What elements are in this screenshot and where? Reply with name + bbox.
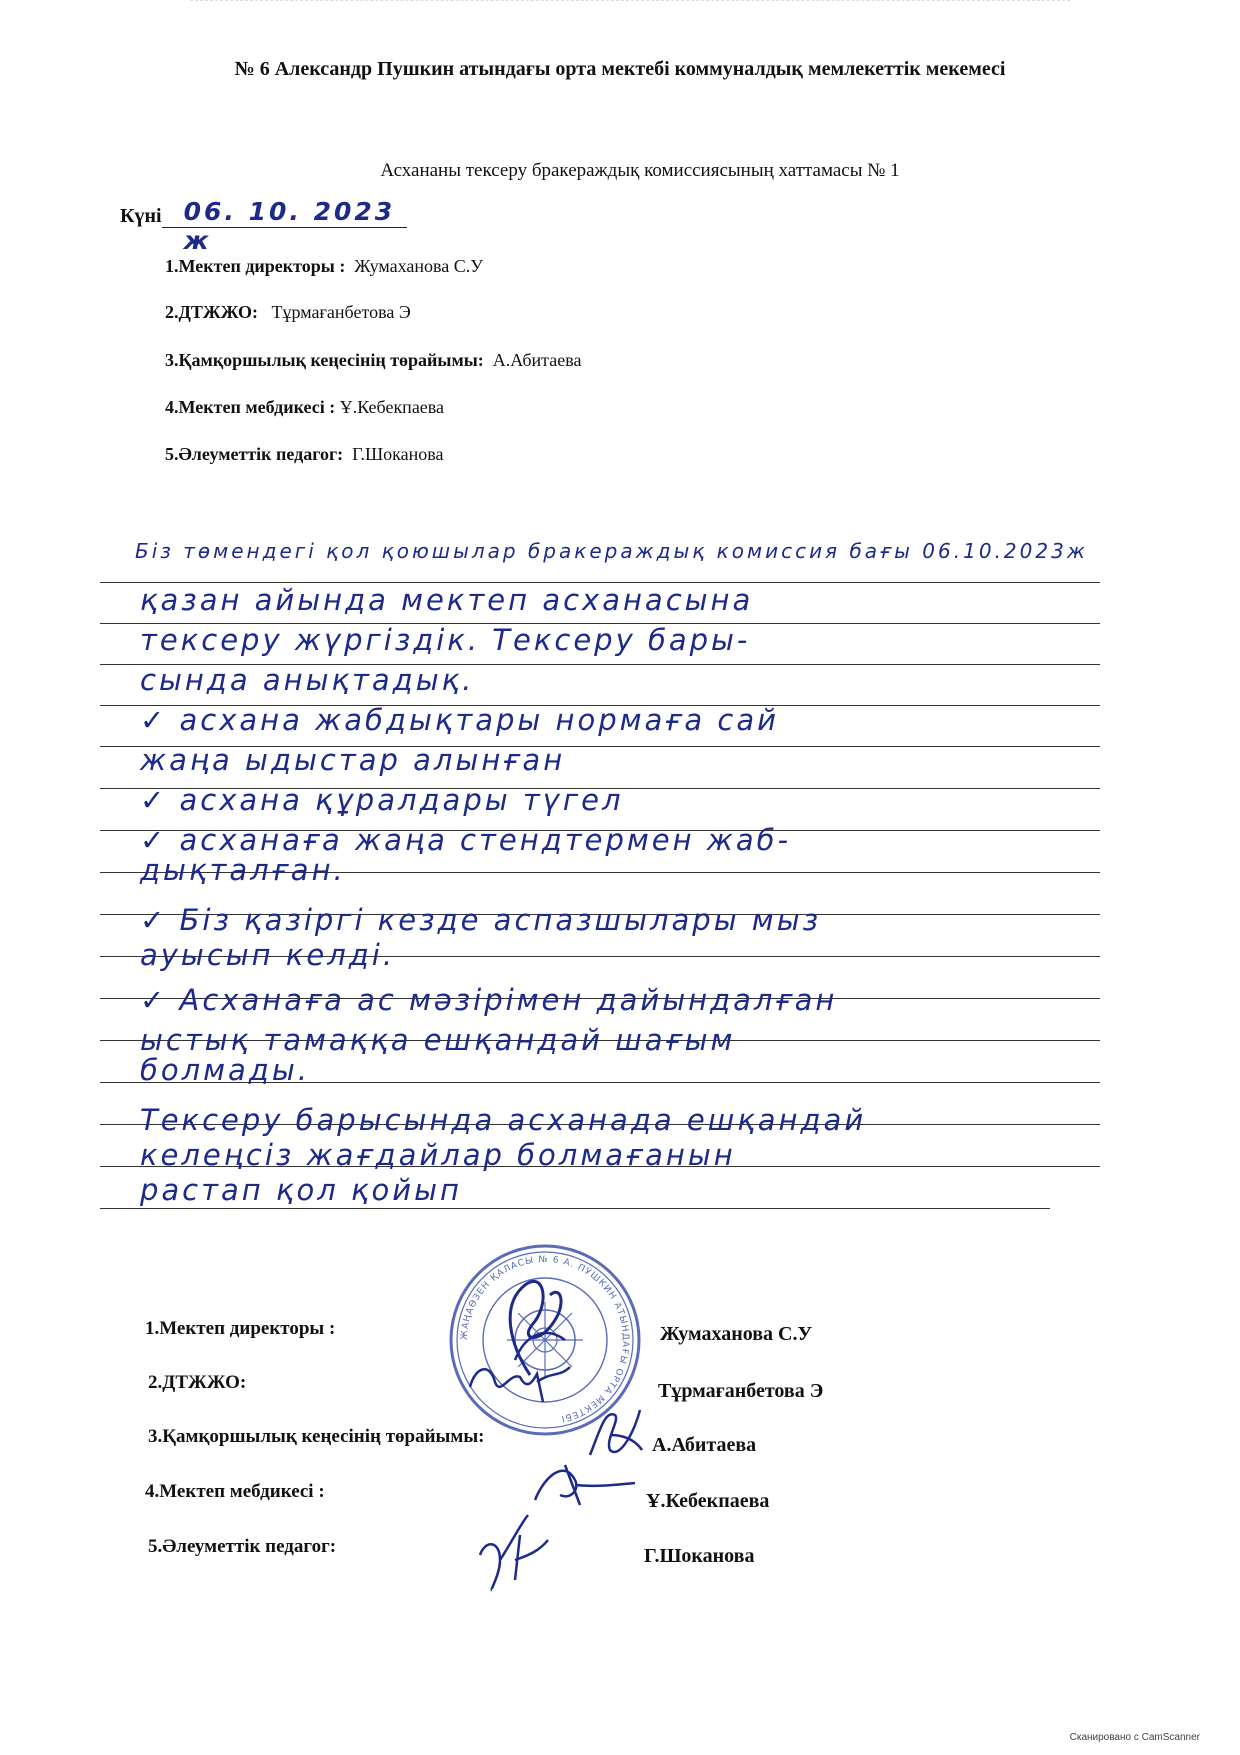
sig-role-2: 2.ДТЖЖО: <box>148 1372 247 1393</box>
handwritten-line: ✓ Біз қазіргі кезде аспазшылары мыз <box>140 903 822 937</box>
sig-name-3: А.Абитаева <box>652 1434 757 1456</box>
document-subtitle: Асхананы тексеру бракераждық комиссиясының хаттамасы № 1 <box>380 160 900 181</box>
member-role: 4.Мектеп мебдикесі : <box>165 397 336 417</box>
sig-role-3: 3.Қамқоршылық кеңесінің төрайымы: <box>148 1426 485 1447</box>
member-name: Жумаханова С.У <box>354 256 483 276</box>
date-label: Күні <box>120 205 162 227</box>
signature-deputy <box>465 1352 575 1412</box>
member-role: 3.Қамқоршылық кеңесінің төрайымы: <box>165 350 484 370</box>
handwritten-line: ыстық тамаққа ешқандай шағым <box>140 1023 736 1057</box>
signature-social-pedagogue <box>470 1505 560 1595</box>
member-name: Ұ.Кебекпаева <box>339 397 445 417</box>
member-name: Г.Шоканова <box>352 444 444 464</box>
handwritten-line: ауысып келді. <box>140 938 396 972</box>
handwritten-line: ✓ асханаға жаңа стендтермен жаб- <box>140 823 792 857</box>
sig-name-1: Жумаханова С.У <box>660 1323 813 1345</box>
document-title: № 6 Александр Пушкин атындағы орта мектебі коммуналдық мемлекеттік мекемесі <box>234 58 1006 80</box>
handwritten-line: Біз төмендегі қол қоюшылар бракераждық комиссия бағы 06.10.2023ж <box>135 539 1088 563</box>
handwritten-line: болмады. <box>140 1053 310 1087</box>
handwritten-line: сында анықтадық. <box>140 663 475 697</box>
member-4 <box>165 397 444 418</box>
sig-role-5: 5.Әлеуметтік педагог: <box>148 1536 337 1557</box>
member-role: 5.Әлеуметтік педагог: <box>165 444 344 464</box>
date-handwritten: 06. 10. 2023 ж <box>183 197 396 255</box>
sig-name-4: Ұ.Кебекпаева <box>646 1490 770 1512</box>
member-1 <box>165 256 483 277</box>
member-role: 2.ДТЖЖО: <box>165 302 259 322</box>
handwritten-line: ✓ Асханаға ас мәзірімен дайындалған <box>140 983 838 1017</box>
handwritten-line: жаңа ыдыстар алынған <box>140 743 566 777</box>
handwritten-line: қазан айында мектеп асханасына <box>140 583 754 617</box>
stamp-ring-text: ЖАҢАӨЗЕН ҚАЛАСЫ № 6 А. ПУШКИН АТЫНДАҒЫ ОРТА МЕКТЕБІ <box>459 1254 631 1424</box>
member-role: 1.Мектеп директоры : <box>165 256 346 276</box>
sig-name-5: Г.Шоканова <box>644 1545 755 1567</box>
sig-role-1: 1.Мектеп директоры : <box>145 1318 336 1339</box>
handwritten-line: растап қол қойып <box>140 1173 462 1207</box>
date-row <box>120 197 407 255</box>
handwritten-line: Тексеру барысында асханада ешқандай <box>140 1103 867 1137</box>
member-name: А.Абитаева <box>492 350 582 370</box>
handwritten-line: ✓ асхана жабдықтары нормаға сай <box>140 703 779 737</box>
member-2 <box>165 302 411 323</box>
sig-name-2: Тұрмағанбетова Э <box>658 1380 824 1402</box>
scanner-watermark: Сканировано с CamScanner <box>1069 1732 1200 1743</box>
handwritten-line: дықталған. <box>140 853 346 887</box>
handwritten-line: ✓ асхана құралдары түгел <box>140 783 624 817</box>
date-line <box>162 197 407 255</box>
ruled-line <box>100 1208 1050 1209</box>
scan-edge-mark <box>190 0 1070 5</box>
sig-role-4: 4.Мектеп мебдикесі : <box>145 1481 325 1502</box>
member-5 <box>165 444 444 465</box>
member-3 <box>165 350 581 371</box>
handwritten-line: келеңсіз жағдайлар болмағанын <box>140 1138 736 1172</box>
handwritten-line: тексеру жүргіздік. Тексеру бары- <box>140 623 751 657</box>
member-name: Тұрмағанбетова Э <box>271 302 411 322</box>
